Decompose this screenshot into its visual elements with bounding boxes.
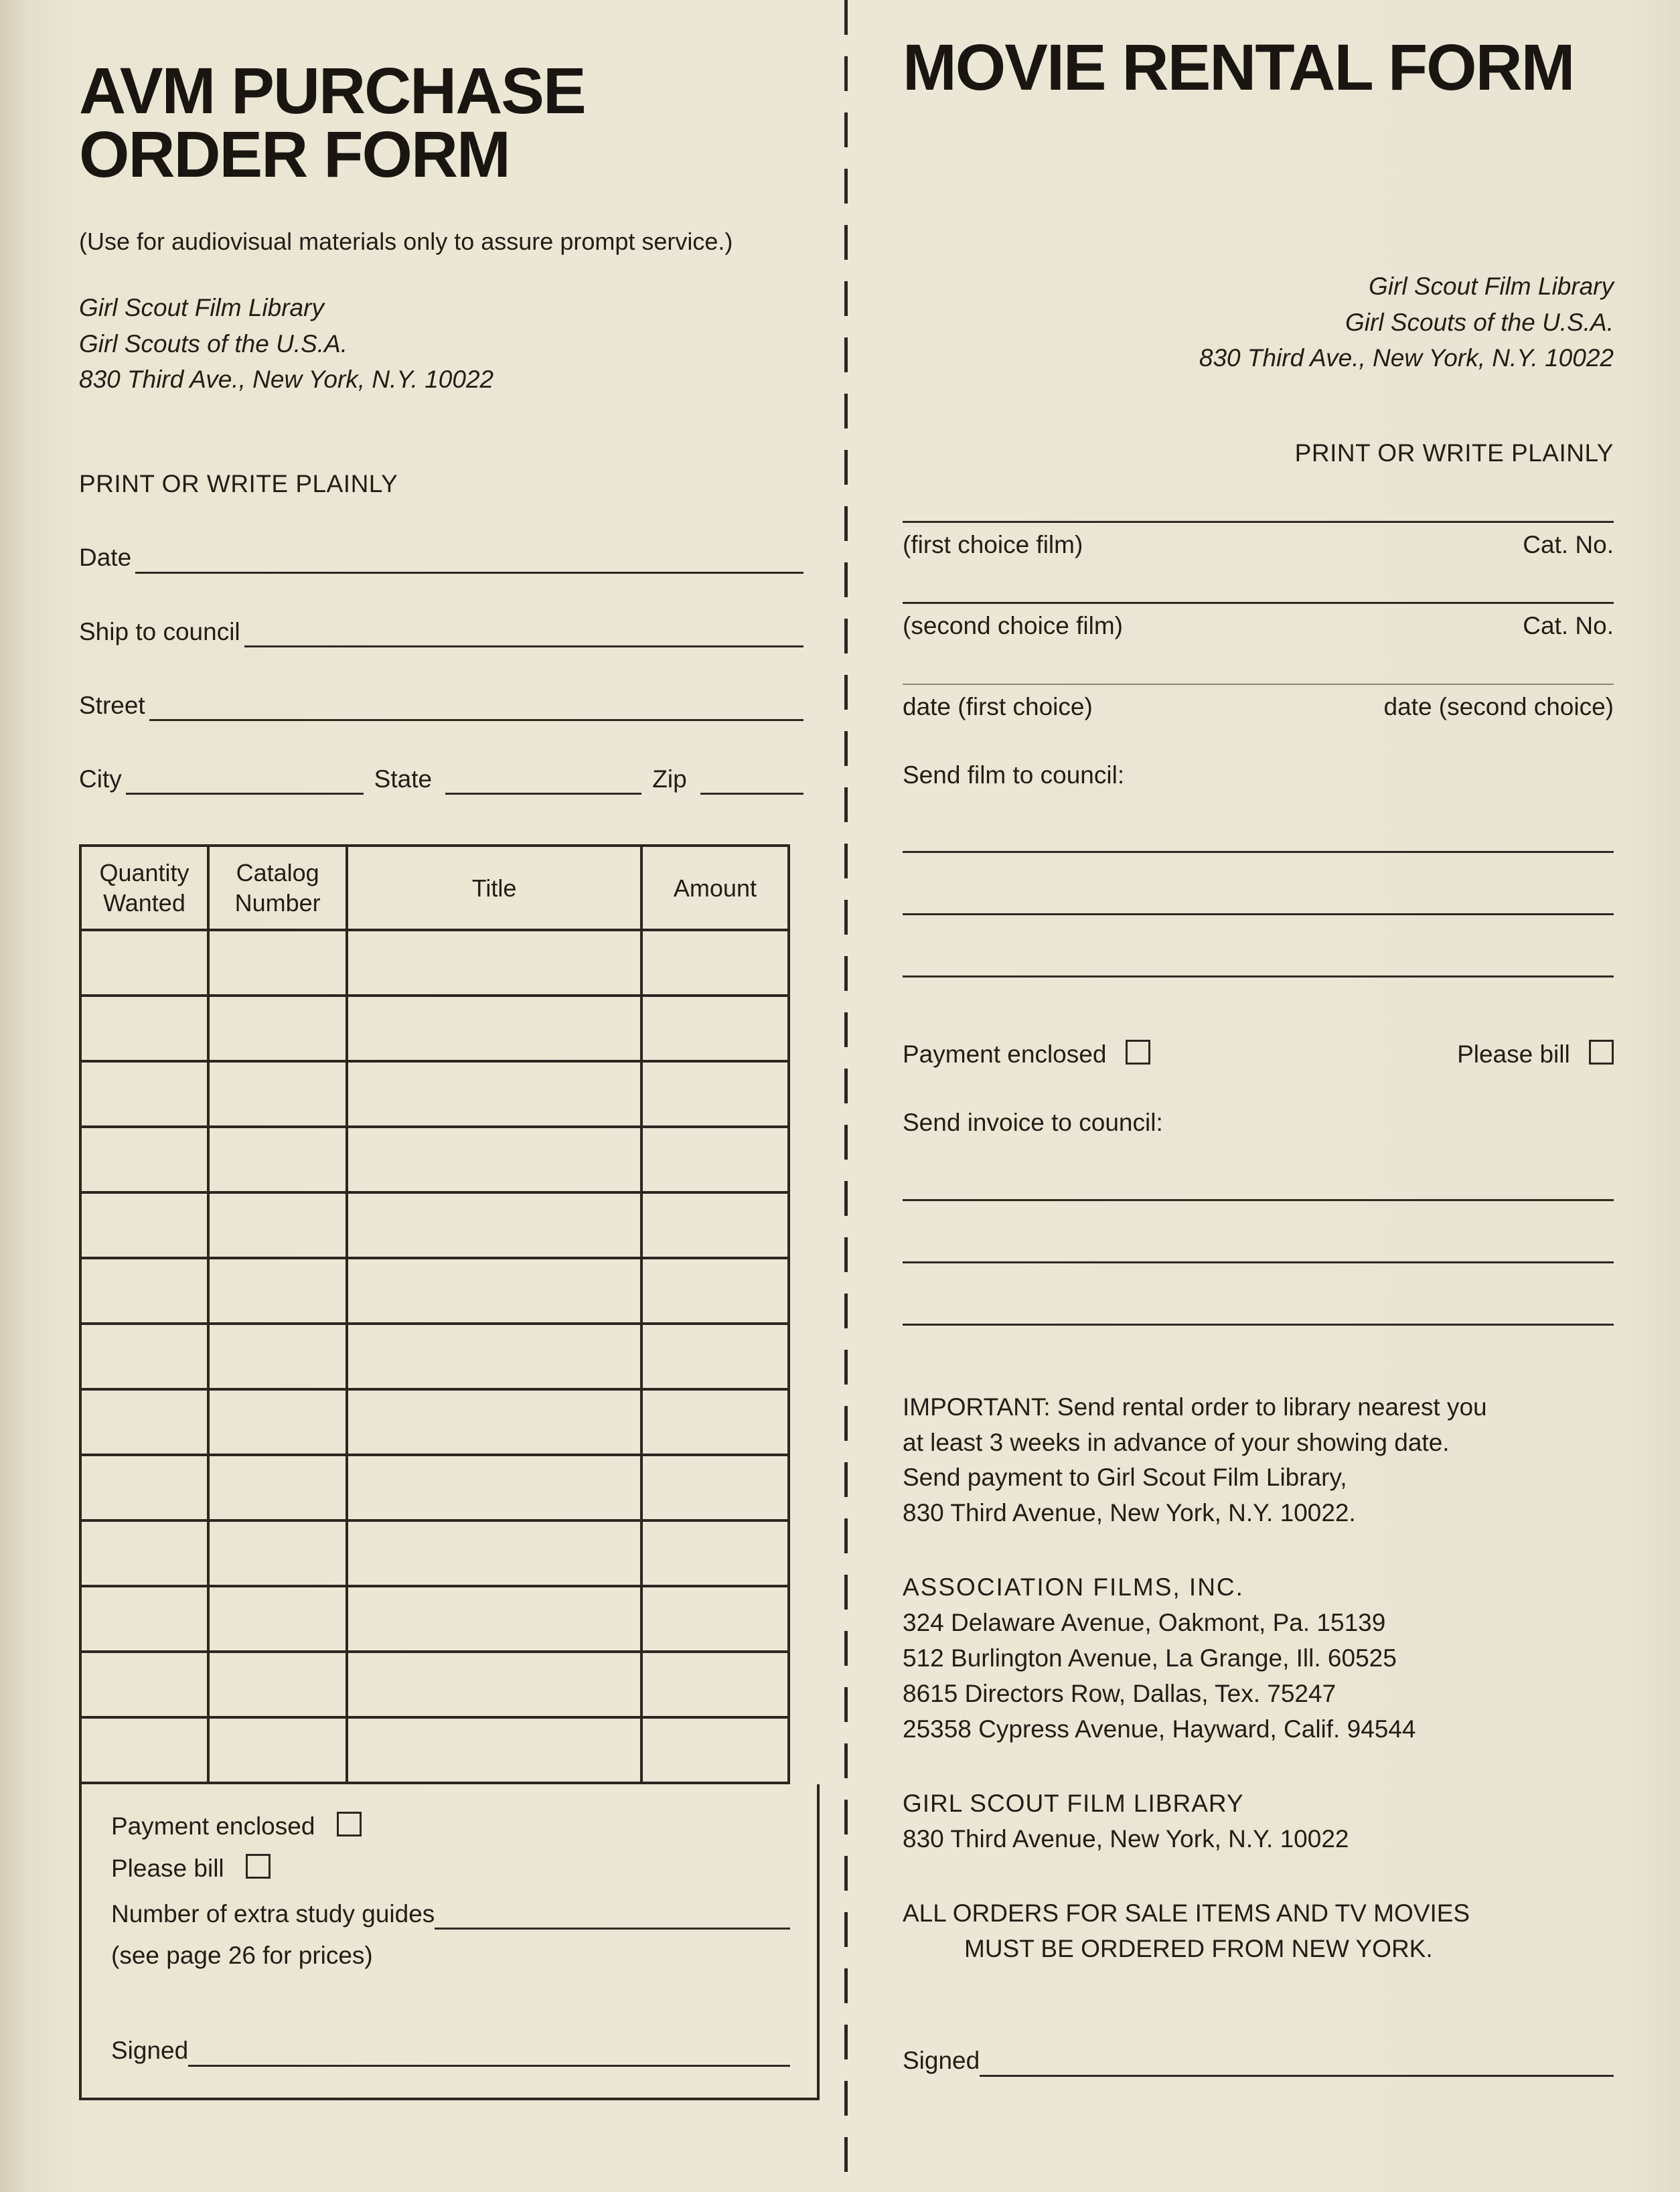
payment-enclosed-checkbox[interactable] (337, 1812, 362, 1836)
date-first-choice-label: date (first choice) (903, 692, 1093, 720)
send-invoice-to-council-label: Send invoice to council: (903, 1109, 1163, 1137)
ship-to-council-field-row (79, 617, 804, 647)
avm-purchase-order-form (79, 54, 804, 2100)
second-cat-no-label: Cat. No. (1523, 612, 1614, 640)
city-state-zip-row (79, 764, 804, 795)
right-signed-label: Signed (903, 2047, 980, 2075)
left-print-plainly-note: PRINT OR WRITE PLAINLY (79, 470, 398, 498)
address-line: Girl Scouts of the U.S.A. (79, 329, 348, 358)
sale-items-note-line2: MUST BE ORDERED FROM NEW YORK. (964, 1934, 1433, 1962)
order-table-cell[interactable] (208, 1061, 347, 1127)
left-signed-input-line[interactable] (188, 2038, 790, 2067)
order-table-cell[interactable] (80, 1192, 208, 1258)
dates-input-line[interactable] (903, 684, 1614, 685)
left-form-title-line2: ORDER FORM (79, 118, 510, 191)
order-table-cell[interactable] (80, 1127, 208, 1192)
left-form-instruction: (Use for audiovisual materials only to assure prompt service.) (79, 228, 733, 256)
order-table-row (80, 1258, 789, 1324)
second-choice-input-line[interactable] (903, 602, 1614, 604)
zip-input-line[interactable] (700, 766, 804, 795)
rental-please-bill (1457, 1039, 1614, 1070)
order-table-cell[interactable] (80, 930, 208, 996)
second-choice-caption-row (903, 611, 1614, 641)
send-film-line-3[interactable] (903, 975, 1614, 977)
please-bill-label: Please bill (111, 1854, 224, 1882)
important-note-line: Send payment to Girl Scout Film Library, (903, 1464, 1347, 1492)
header-quantity-line1: Quantity (99, 859, 189, 887)
order-table-cell[interactable] (641, 1127, 789, 1192)
address-line: 830 Third Ave., New York, N.Y. 10022 (79, 366, 494, 394)
first-cat-no-label: Cat. No. (1523, 531, 1614, 559)
order-table-cell[interactable] (641, 1324, 789, 1389)
order-table-cell[interactable] (347, 1455, 641, 1520)
order-table-cell[interactable] (208, 1717, 347, 1783)
order-table-cell[interactable] (641, 930, 789, 996)
please-bill-row (111, 1853, 817, 1884)
order-table-cell[interactable] (80, 1324, 208, 1389)
first-choice-caption-row (903, 530, 1614, 560)
prices-note: (see page 26 for prices) (111, 1942, 373, 1970)
girl-scout-film-library-name: GIRL SCOUT FILM LIBRARY (903, 1789, 1244, 1817)
order-table-cell[interactable] (347, 1258, 641, 1324)
left-form-title-line1: AVM PURCHASE (79, 54, 585, 127)
right-print-plainly-note: PRINT OR WRITE PLAINLY (1294, 439, 1614, 467)
girl-scout-film-library-block (903, 1786, 1614, 1857)
order-table-cell[interactable] (641, 1192, 789, 1258)
order-table-row (80, 1127, 789, 1192)
order-table-cell[interactable] (641, 1061, 789, 1127)
right-form-title: MOVIE RENTAL FORM (903, 31, 1574, 104)
address-line: Girl Scout Film Library (79, 294, 324, 322)
order-table-cell[interactable] (347, 1586, 641, 1652)
first-choice-input-line[interactable] (903, 521, 1614, 523)
order-table-row (80, 1586, 789, 1652)
order-table-cell[interactable] (641, 1652, 789, 1717)
association-address-line: 8615 Directors Row, Dallas, Tex. 75247 (903, 1680, 1337, 1708)
order-items-table (79, 844, 790, 1784)
header-quantity-wanted (80, 846, 208, 930)
header-amount: Amount (641, 846, 789, 930)
rental-payment-enclosed-checkbox[interactable] (1126, 1040, 1150, 1065)
association-address-line: 25358 Cypress Avenue, Hayward, Calif. 94544 (903, 1715, 1416, 1743)
order-table-cell[interactable] (641, 996, 789, 1061)
important-note-line: at least 3 weeks in advance of your showing date. (903, 1428, 1450, 1456)
order-table-cell[interactable] (208, 1258, 347, 1324)
header-quantity-line2: Wanted (103, 889, 185, 917)
street-field-row (79, 690, 804, 721)
address-line: Girl Scout Film Library (1369, 272, 1614, 300)
order-table-cell[interactable] (80, 1652, 208, 1717)
order-table-cell[interactable] (347, 1192, 641, 1258)
order-table-cell[interactable] (347, 1389, 641, 1455)
order-table-body (80, 930, 789, 1783)
order-table-cell[interactable] (208, 1455, 347, 1520)
order-table-row (80, 1061, 789, 1127)
order-table-cell[interactable] (208, 1389, 347, 1455)
order-table-cell[interactable] (347, 930, 641, 996)
rental-please-bill-label: Please bill (1457, 1040, 1570, 1069)
important-note-line: IMPORTANT: Send rental order to library nearest you (903, 1393, 1487, 1421)
order-table-row (80, 1652, 789, 1717)
order-table-cell[interactable] (80, 1717, 208, 1783)
street-label: Street (79, 691, 145, 719)
order-table-cell[interactable] (641, 1389, 789, 1455)
order-table-cell[interactable] (641, 1586, 789, 1652)
order-table-cell[interactable] (208, 996, 347, 1061)
send-film-line-2[interactable] (903, 913, 1614, 915)
order-table-row (80, 1389, 789, 1455)
order-table-row (80, 1520, 789, 1586)
order-table-cell[interactable] (641, 1717, 789, 1783)
order-table-cell[interactable] (347, 1127, 641, 1192)
left-address-block (79, 290, 804, 398)
sale-items-note-line1: ALL ORDERS FOR SALE ITEMS AND TV MOVIES (903, 1899, 1470, 1927)
order-table-cell[interactable] (641, 1258, 789, 1324)
dashed-divider (844, 0, 848, 2192)
rental-please-bill-checkbox[interactable] (1589, 1040, 1614, 1065)
date-second-choice-label: date (second choice) (1383, 692, 1614, 720)
city-input-line[interactable] (126, 766, 364, 795)
header-title: Title (347, 846, 641, 930)
date-field-row (79, 542, 804, 573)
right-signed-row (903, 2045, 1614, 2076)
association-films-name: ASSOCIATION FILMS, INC. (903, 1573, 1244, 1601)
street-input-line[interactable] (149, 692, 804, 721)
study-guides-row (111, 1899, 817, 1930)
send-film-to-council-label: Send film to council: (903, 761, 1125, 789)
order-table-cell[interactable] (208, 930, 347, 996)
send-film-line-1[interactable] (903, 851, 1614, 853)
zip-label: Zip (652, 765, 687, 793)
order-table-cell[interactable] (208, 1127, 347, 1192)
order-table-cell[interactable] (347, 996, 641, 1061)
ship-to-council-label: Ship to council (79, 617, 240, 645)
order-table-cell[interactable] (347, 1520, 641, 1586)
order-table-cell[interactable] (641, 1520, 789, 1586)
order-table-row (80, 1192, 789, 1258)
important-note-line: 830 Third Avenue, New York, N.Y. 10022. (903, 1499, 1356, 1527)
right-address-block (903, 268, 1614, 376)
first-choice-film-label: (first choice film) (903, 531, 1083, 559)
order-table-cell[interactable] (347, 1717, 641, 1783)
order-table-cell[interactable] (208, 1520, 347, 1586)
sale-items-note (903, 1896, 1614, 1967)
left-form-title (79, 54, 804, 191)
order-table-cell[interactable] (641, 1455, 789, 1520)
order-table-cell[interactable] (208, 1192, 347, 1258)
order-table-row (80, 1324, 789, 1389)
order-table-cell[interactable] (80, 1586, 208, 1652)
send-invoice-line-1[interactable] (903, 1199, 1614, 1201)
order-table-row (80, 1717, 789, 1783)
second-choice-film-label: (second choice film) (903, 612, 1124, 640)
important-note (903, 1390, 1614, 1532)
movie-rental-form (903, 31, 1614, 2077)
order-table-cell[interactable] (208, 1324, 347, 1389)
date-input-line[interactable] (135, 545, 804, 574)
association-films-block (903, 1570, 1614, 1747)
order-table-cell[interactable] (347, 1652, 641, 1717)
association-address-line: 512 Burlington Avenue, La Grange, Ill. 60525 (903, 1644, 1397, 1672)
date-label: Date (79, 544, 132, 572)
rental-payment-row (903, 1039, 1614, 1070)
city-label: City (79, 765, 122, 793)
study-guides-label: Number of extra study guides (111, 1899, 435, 1928)
study-guides-input-line[interactable] (435, 1901, 790, 1930)
address-line: Girl Scouts of the U.S.A. (1345, 308, 1614, 336)
order-table-row (80, 930, 789, 996)
rental-payment-enclosed-label: Payment enclosed (903, 1040, 1107, 1069)
girl-scout-film-library-address: 830 Third Avenue, New York, N.Y. 10022 (903, 1824, 1349, 1853)
payment-enclosed-label: Payment enclosed (111, 1812, 315, 1841)
please-bill-checkbox[interactable] (246, 1854, 271, 1879)
right-signed-input-line[interactable] (980, 2048, 1614, 2077)
state-input-line[interactable] (445, 766, 641, 795)
send-invoice-line-3[interactable] (903, 1324, 1614, 1326)
order-table-cell[interactable] (208, 1652, 347, 1717)
order-table-cell[interactable] (80, 1520, 208, 1586)
order-table-cell[interactable] (347, 1061, 641, 1127)
order-form-footer-box (79, 1784, 820, 2100)
order-table-header (80, 846, 789, 930)
order-table-cell[interactable] (80, 996, 208, 1061)
order-table-cell[interactable] (208, 1586, 347, 1652)
association-address-line: 324 Delaware Avenue, Oakmont, Pa. 15139 (903, 1609, 1386, 1637)
left-signed-row (111, 2035, 817, 2066)
rental-payment-enclosed (903, 1039, 1150, 1070)
ship-to-council-input-line[interactable] (244, 619, 804, 647)
order-table-cell[interactable] (80, 1389, 208, 1455)
order-table-cell[interactable] (347, 1324, 641, 1389)
left-signed-label: Signed (111, 2037, 189, 2065)
address-line: 830 Third Ave., New York, N.Y. 10022 (1199, 344, 1614, 372)
payment-enclosed-row (111, 1811, 817, 1842)
order-table-row (80, 996, 789, 1061)
order-table-cell[interactable] (80, 1258, 208, 1324)
header-catalog-line1: Catalog (236, 859, 319, 887)
order-table-cell[interactable] (80, 1455, 208, 1520)
order-table-row (80, 1455, 789, 1520)
order-table-cell[interactable] (80, 1061, 208, 1127)
header-catalog-number (208, 846, 347, 930)
header-catalog-line2: Number (234, 889, 321, 917)
state-label: State (374, 765, 433, 793)
send-invoice-line-2[interactable] (903, 1261, 1614, 1263)
dates-caption-row (903, 692, 1614, 722)
